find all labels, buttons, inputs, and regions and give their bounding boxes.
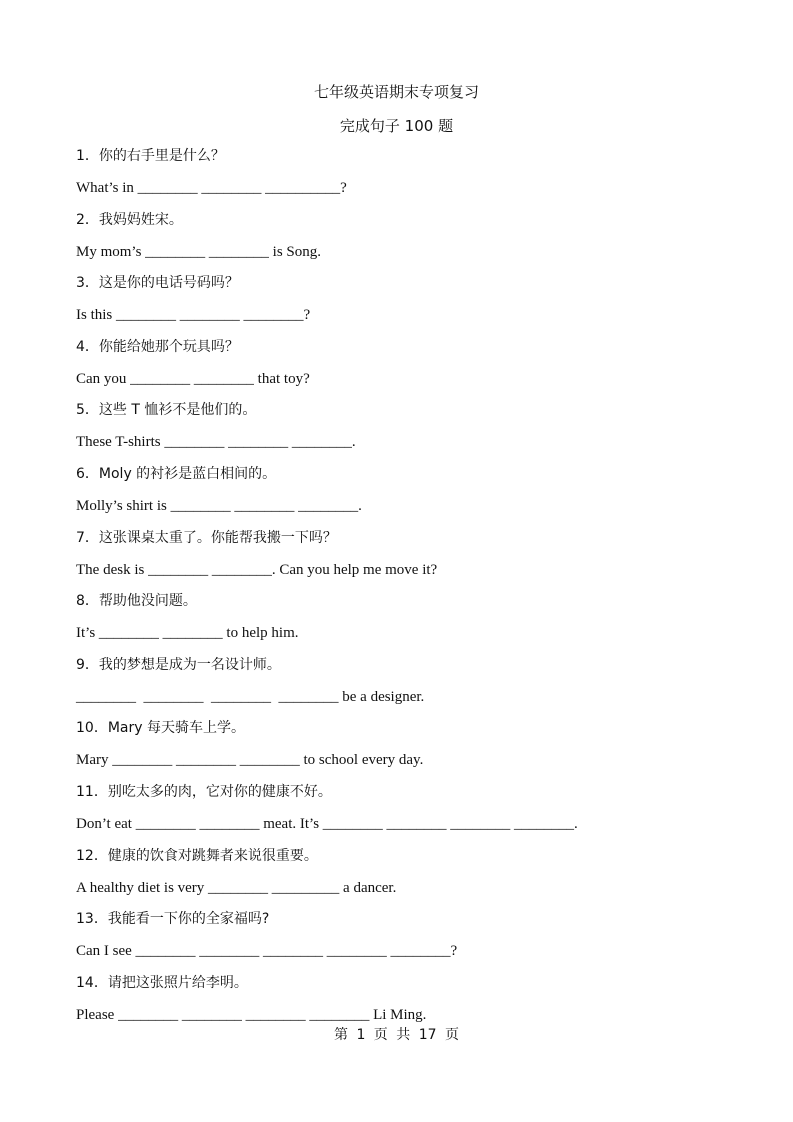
worksheet-subtitle: 完成句子 100 题 (339, 117, 454, 135)
question-11: 11．别吃太多的肉，它对你的健康不好。 (76, 784, 332, 800)
answer-6: Molly’s shirt is ________ ________ ________. (76, 498, 362, 514)
question-12: 12．健康的饮食对跳舞者来说很重要。 (76, 848, 318, 864)
answer-1: What’s in ________ ________ __________? (76, 180, 347, 196)
question-9: 9．我的梦想是成为一名设计师。 (76, 657, 281, 673)
answer-12: A healthy diet is very ________ _________ a dancer. (76, 880, 397, 896)
answer-10: Mary ________ ________ ________ to school every day. (76, 752, 424, 768)
answer-8: It’s ________ ________ to help him. (76, 625, 299, 641)
answer-3: Is this ________ ________ ________? (76, 307, 311, 323)
answer-14: Please ________ ________ ________ ________ Li Ming. (76, 1007, 427, 1023)
question-1: 1．你的右手里是什么？ (76, 148, 225, 164)
question-13: 13．我能看一下你的全家福吗? (76, 911, 270, 927)
answer-2: My mom’s ________ ________ is Song. (76, 244, 322, 260)
question-10: 10．Mary 每天骑车上学。 (76, 720, 245, 736)
question-3: 3．这是你的电话号码吗？ (76, 275, 239, 291)
answer-4: Can you ________ ________ that toy? (76, 371, 310, 387)
question-7: 7．这张课桌太重了。你能帮我搬一下吗？ (76, 530, 337, 546)
answer-11: Don’t eat ________ ________ meat. It’s ________ ________ ________ ________. (76, 816, 578, 832)
question-4: 4．你能给她那个玩具吗？ (76, 339, 239, 355)
question-8: 8．帮助他没问题。 (76, 593, 197, 609)
question-14: 14．请把这张照片给李明。 (76, 975, 248, 991)
answer-7: The desk is ________ ________. Can you help me move it? (76, 562, 438, 578)
page-number-footer: 第 1 页 共 17 页 (334, 1027, 459, 1043)
worksheet-title: 七年级英语期末专项复习 (313, 83, 479, 101)
question-6: 6．Moly 的衬衫是蓝白相间的。 (76, 466, 277, 482)
question-5: 5．这些 T 恤衫不是他们的。 (76, 402, 257, 418)
question-2: 2．我妈妈姓宋。 (76, 212, 183, 228)
answer-5: These T-shirts ________ ________ ________. (76, 434, 356, 450)
answer-9: ________ ________ ________ ________ be a designer. (76, 689, 425, 705)
answer-13: Can I see ________ ________ ________ ________ ________? (76, 943, 458, 959)
